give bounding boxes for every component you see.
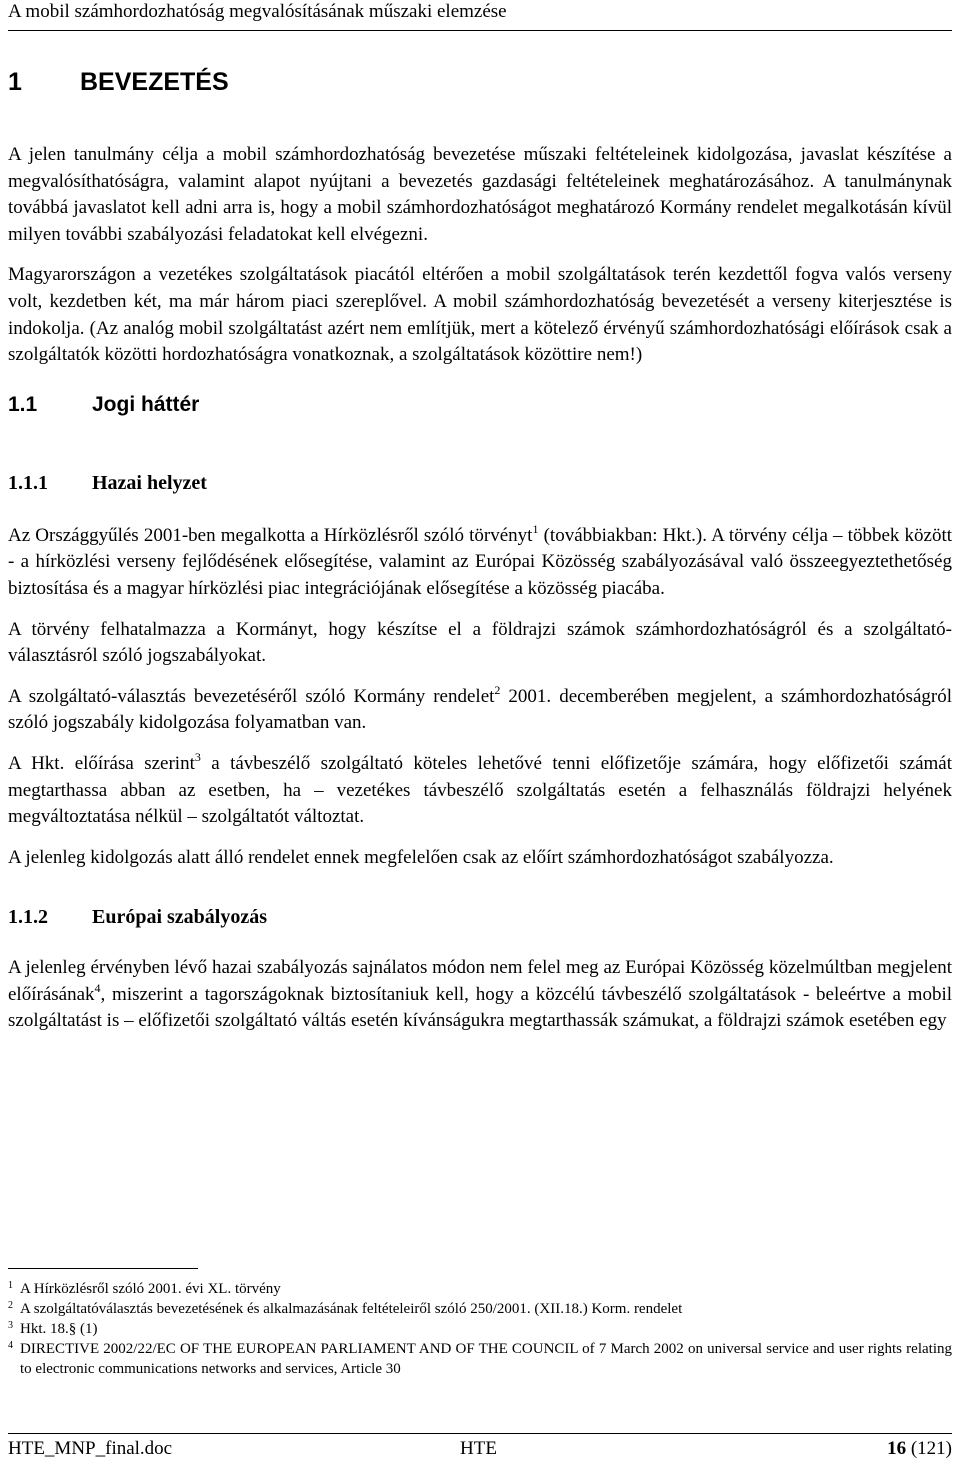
- hazai-paragraph-4: [8, 751, 952, 831]
- section-1-1-number: 1.1: [8, 392, 38, 416]
- footer-page-number: 16: [887, 1438, 907, 1459]
- section-1-1-2-heading: [8, 903, 952, 931]
- footer-center-label: HTE: [460, 1438, 497, 1459]
- section-1-1-2-number: 1.1.2: [8, 906, 48, 929]
- footnotes: [8, 1268, 952, 1379]
- hazai-p4-text-b: a távbeszélő szolgáltató köteles lehetővé tenni előfizetője számára, hogy előfizetői számát megtarthassa abban az esetben, ha – vezetékes távbeszélő szolgáltatás esetén a felhasználás földrajzi helyének megváltoztatása nélkül – szolgáltatót változtat.: [8, 752, 952, 828]
- section-1-title: BEVEZETÉS: [80, 68, 229, 96]
- hazai-p1-text-a: Az Országgyűlés 2001-ben megalkotta a Hírközlésről szóló törvényt: [8, 524, 533, 546]
- hazai-paragraph-2: A törvény felhatalmazza a Kormányt, hogy készítse el a földrajzi számok számhordozhatóságról és a szolgáltató-választásról szóló jogszabályokat.: [8, 618, 952, 667]
- section-1-number: 1: [8, 68, 22, 96]
- section-1-1-title: Jogi háttér: [92, 392, 200, 416]
- europai-p1-text-a: A jelenleg érvényben lévő hazai szabályozás sajnálatos módon nem felel meg az Európai Közösség közelmúltban megjelent előírásának: [8, 957, 952, 1005]
- footnote-4: [8, 1339, 952, 1379]
- hazai-p3-text-a: A szolgáltató-választás bevezetéséről szóló Kormány rendelet: [8, 685, 495, 707]
- section-1-1-1-title: Hazai helyzet: [92, 471, 207, 494]
- hazai-paragraph-1: [8, 523, 952, 603]
- section-1-1-1-heading: [8, 469, 952, 497]
- footnote-3-number: 3: [8, 1320, 13, 1331]
- section-1-1-2-title: Európai szabályozás: [92, 906, 268, 929]
- footnote-ref-3[interactable]: 3: [194, 749, 201, 764]
- footnote-3: [8, 1319, 952, 1339]
- section-1-1-heading: [8, 391, 952, 419]
- footnote-4-text: DIRECTIVE 2002/22/EC OF THE EUROPEAN PARLIAMENT AND OF THE COUNCIL of 7 March 2002 on universal service and user rights relating to electronic communications networks and services, Article 30: [20, 1341, 952, 1377]
- footer-page-total: (121): [910, 1438, 952, 1459]
- footnote-2: [8, 1299, 952, 1319]
- hazai-paragraph-5: A jelenleg kidolgozás alatt álló rendelet ennek megfelelően csak az előírt számhordozhatóságot szabályozza.: [8, 846, 834, 868]
- running-header: A mobil számhordozhatóság megvalósításának műszaki elemzése: [8, 0, 952, 31]
- page-body: [8, 50, 952, 1049]
- page-footer: [8, 1433, 952, 1462]
- footer-filename: HTE_MNP_final.doc: [8, 1438, 173, 1459]
- hazai-p1-text-b: (továbbiakban: Hkt.). A törvény célja – többek között - a hírközlési verseny fejlődésének elősegítése, valamint az Európai Közösség szabályozásával való összeegyeztethetőség biztosítása és a magyar hírközlési piac integrációjának elősegítése a közösség piacába.: [8, 524, 952, 599]
- footnote-separator: [8, 1268, 198, 1269]
- footnote-2-number: 2: [8, 1300, 13, 1311]
- europai-paragraph-1: [8, 955, 952, 1035]
- intro-paragraph-2: Magyarországon a vezetékes szolgáltatások piacától eltérően a mobil szolgáltatások terén kezdettől fogva valós verseny volt, kezdetben két, ma már három piaci szereplővel. A mobil számhordozhatóság bevezetését a verseny kiterjesztése is indokolja. (Az analóg mobil szolgáltatást azért nem említjük, mert a kötelező érvényű számhordozhatósági előírások csak a szolgáltatók közötti hordozhatóságra vonatkoznak, a szolgáltatások közöttire nem!): [8, 264, 952, 366]
- footnote-ref-1[interactable]: 1: [532, 521, 539, 536]
- footer-page-info: [887, 1436, 952, 1462]
- footnote-1-number: 1: [8, 1280, 13, 1291]
- section-1-heading: [8, 64, 952, 104]
- footnote-2-text: A szolgáltatóválasztás bevezetésének és alkalmazásának feltételeiről szóló 250/2001. (XII.18.) Korm. rendelet: [20, 1301, 683, 1317]
- footnote-ref-2[interactable]: 2: [494, 682, 501, 697]
- hazai-p4-text-a: A Hkt. előírása szerint: [8, 752, 195, 774]
- section-1-1-1-number: 1.1.1: [8, 471, 48, 494]
- footnote-4-number: 4: [8, 1340, 13, 1351]
- intro-paragraph-1: A jelen tanulmány célja a mobil számhordozhatóság bevezetése műszaki feltételeinek kidolgozása, javaslat készítése a megvalósíthatóságra, valamint alapot nyújtani a bevezetés gazdasági feltételeinek meghatározásához. A tanulmánynak továbbá javaslatot kell adni arra is, hogy a mobil számhordozhatóságot meghatározó Kormány rendelet megalkotásán kívül milyen további szabályozási feladatokat kell elvégezni.: [8, 144, 952, 245]
- europai-p1-text-b: , miszerint a tagországoknak biztosítaniuk kell, hogy a közcélú távbeszélő szolgáltatások - beleértve a mobil szolgáltatást is – előfizetői szolgáltató váltás esetén kívánságukra megtarthassák számukat, a földrajzi számok esetében egy: [8, 983, 952, 1032]
- hazai-p3-text-b: 2001. decemberében megjelent, a számhordozhatóságról szóló jogszabály kidolgozása folyamatban van.: [8, 685, 952, 734]
- footnote-1-text: A Hírközlésről szóló 2001. évi XL. törvény: [20, 1281, 281, 1297]
- footnote-1: [8, 1279, 952, 1299]
- footnote-3-text: Hkt. 18.§ (1): [20, 1321, 98, 1337]
- footnote-ref-4[interactable]: 4: [94, 980, 101, 995]
- hazai-paragraph-3: [8, 684, 952, 737]
